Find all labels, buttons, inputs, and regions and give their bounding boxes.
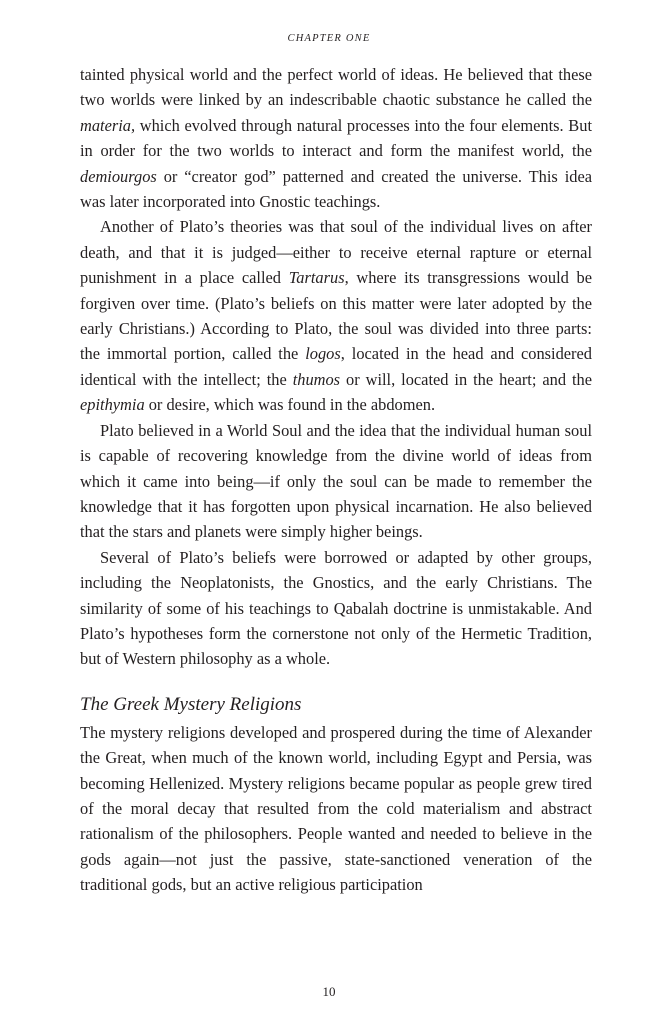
term-materia: materia, — [80, 115, 136, 135]
page-number: 10 — [322, 984, 336, 999]
term-logos: logos — [305, 344, 341, 364]
paragraph-4: Several of Plato’s beliefs were borrowed or adapted by other groups, including the Neoplatonists, the Gnostics, and the early Christians. The similarity of some of his teachings to Qabalah doctrine is unmistakable. And Plato’s hypotheses form the cornerstone not only of the Hermetic Tradition, but of Western philosophy as a whole. — [80, 547, 592, 669]
section-heading: The Greek Mystery Religions — [80, 693, 302, 715]
term-epithymia: epithymia — [80, 395, 145, 415]
term-demiourgos: demiourgos — [80, 166, 157, 186]
paragraph-5: The mystery religions developed and prospered during the time of Alexander the Great, when much of the known world, including Egypt and Persia, was becoming Hellenized. Mystery religions became popular as people grew tired of the moral decay that resulted from the cold materialism and abstract rationalism of the philosophers. People wanted and needed to believe in the gods again—not just the passive, state-sanctioned veneration of the traditional gods, but an active religious participation — [80, 722, 592, 895]
paragraph-3: Plato believed in a World Soul and the idea that the individual human soul is capable of recovering knowledge from the divine world of ideas from which it came into being—if only the soul can be made to remember the knowledge that it has forgotten upon physical incarnation. He also believed that the stars and planets were simply higher beings. — [80, 420, 592, 542]
paragraph-1: tainted physical world and the perfect world of ideas. He believed that these two worlds were linked by an indescribable chaotic substance he called the materia, which evolved through natural processes into the four elements. But in order for the two worlds to interact and form the manifest world, the demiourgos or “creator god” patterned and created the universe. This idea was later incorporated into Gnostic teachings. — [80, 65, 592, 212]
running-head: CHAPTER ONE — [287, 33, 371, 44]
paragraph-2: Another of Plato’s theories was that soul of the individual lives on after death, and that it is judged—either to receive eternal rapture or eternal punishment in a place called Tartarus, where its transgressions would be forgiven over time. (Plato’s beliefs on this matter were later adopted by the early Christians.) According to Plato, the soul was divided into three parts: the immortal portion, called the logos, located in the head and considered identical with the intellect; the thumos or will, located in the heart; and the epithymia or desire, which was found in the abdomen. — [80, 217, 592, 415]
term-thumos: thumos — [292, 369, 341, 389]
term-tartarus: Tartarus — [288, 268, 345, 288]
body-text — [80, 62, 592, 898]
